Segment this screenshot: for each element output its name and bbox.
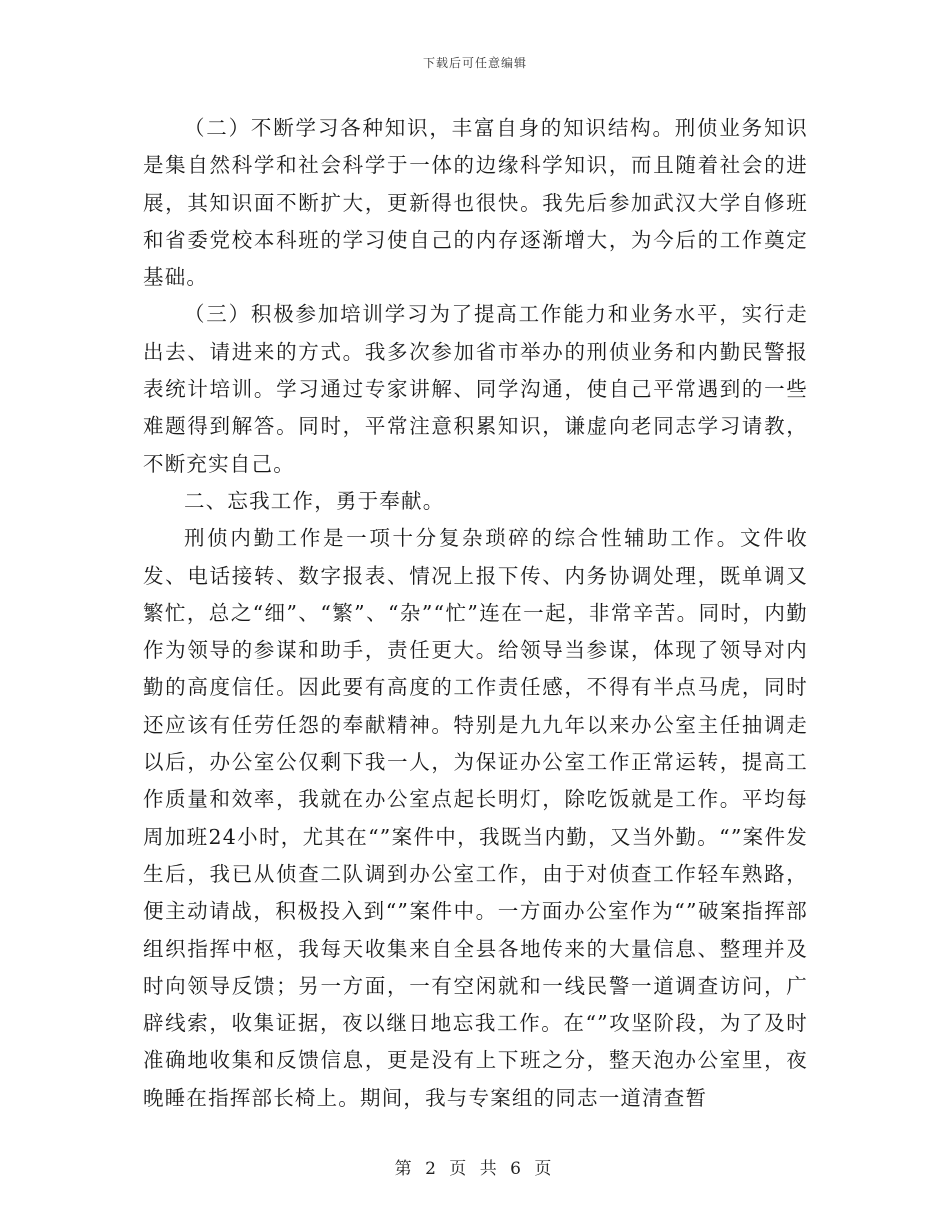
paragraph-training: （三）积极参加培训学习为了提高工作能力和业务水平，实行走出去、请进来的方式。我多次参加省市举办的刑侦业务和内勤民警报表统计培训。学习通过专家讲解、同学沟通，使自己平常遇到的一些难题得到解答。同时，平常注意积累知识，谦虚向老同志学习请教，不断充实自己。 — [143, 302, 808, 476]
page-header-note: 下载后可任意编辑 — [422, 56, 527, 70]
page-number: 第 2 页 共 6 页 — [394, 1159, 556, 1179]
paragraph-internal-work: 刑侦内勤工作是一项十分复杂琐碎的综合性辅助工作。文件收发、电话接转、数字报表、情况上报下传、内务协调处理，既单调又繁忙，总之“细”、“繁”、“杂”“忙”连在一起，非常辛苦。同时，内勤作为领导的参谋和助手，责任更大。给领导当参谋，体现了领导对内勤的高度信任。因此要有高度的工作责任感，不得有半点马虎，同时还应该有任劳任怨的奉献精神。特别是九九年以来办公室主任抽调走以后，办公室公仅剩下我一人，为保证办公室工作正常运转，提高工作质量和效率，我就在办公室点起长明灯，除吃饭就是工作。平均每周加班24小时，尤其在“”案件中，我既当内勤，又当外勤。“”案件发生后，我已从侦查二队调到办公室工作，由于对侦查工作轻车熟路，便主动请战，积极投入到“”案件中。一方面办公室作为“”破案指挥部组织指挥中枢，我每天收集来自全县各地传来的大量信息、整理并及时向领导反馈；另一方面，一有空闲就和一线民警一道调查访问，广辟线索，收集证据，夜以继日地忘我工作。在“”攻坚阶段，为了及时准确地收集和反馈信息，更是没有上下班之分，整天泡办公室里，夜晚睡在指挥部长椅上。期间，我与专案组的同志一道清查暂 — [143, 526, 808, 1110]
document-body — [143, 110, 808, 1117]
paragraph-knowledge-structure: （二）不断学习各种知识，丰富自身的知识结构。刑侦业务知识是集自然科学和社会科学于一体的边缘科学知识，而且随着社会的进展，其知识面不断扩大，更新得也很快。我先后参加武汉大学自修班和省委党校本科班的学习使自己的内存逐渐增大，为今后的工作奠定基础。 — [143, 116, 808, 290]
section-heading-dedication: 二、忘我工作，勇于奉献。 — [184, 488, 445, 513]
